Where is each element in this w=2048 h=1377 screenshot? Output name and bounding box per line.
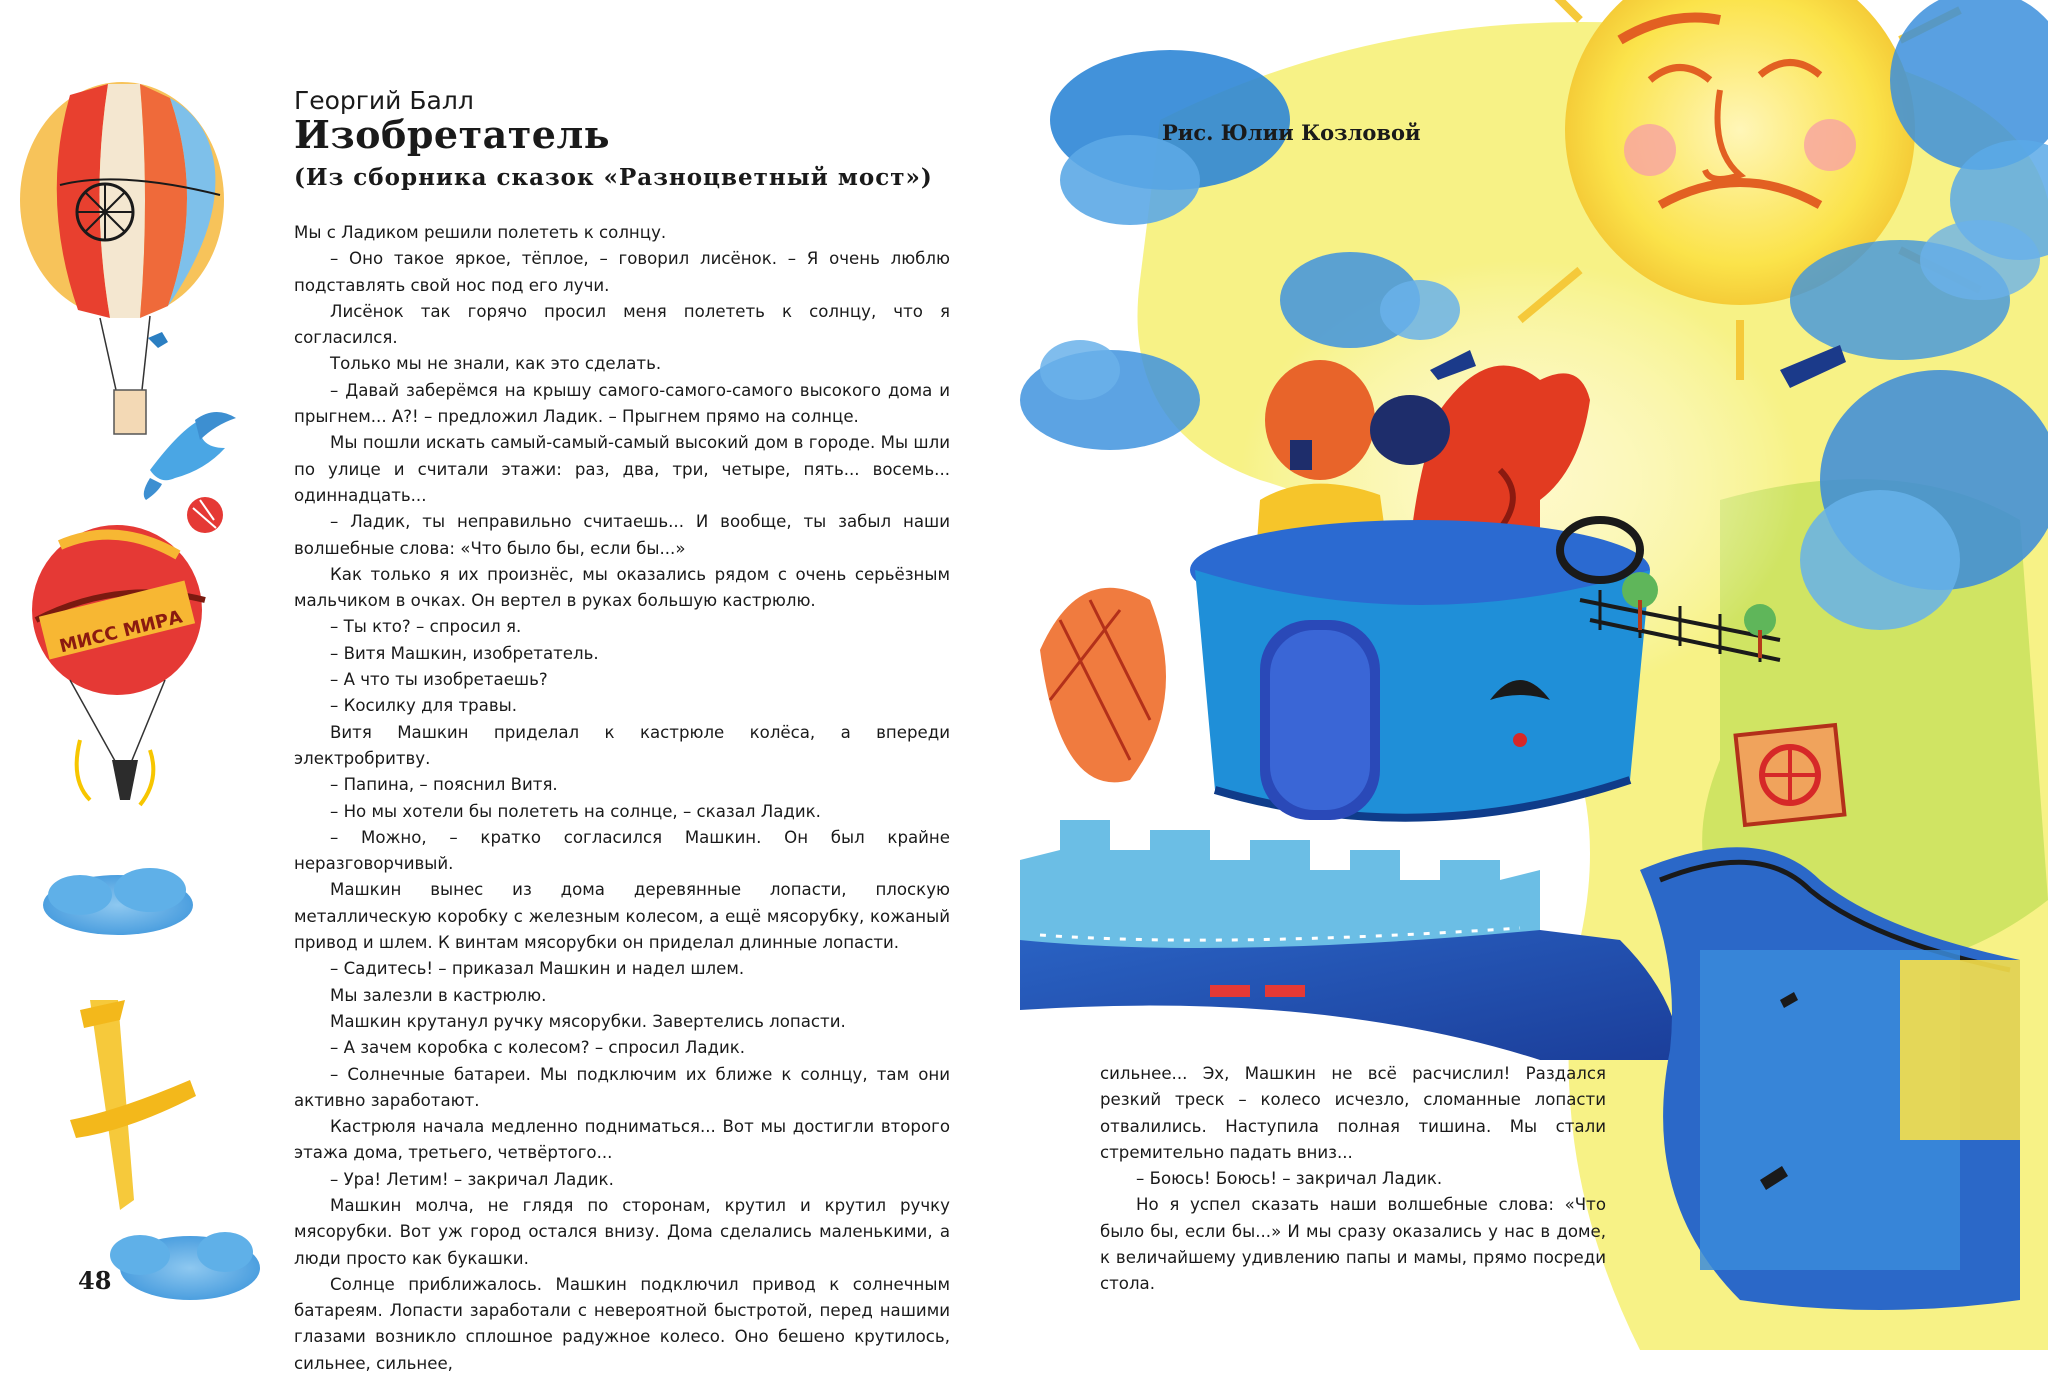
paragraph: Машкин вынес из дома деревянные лопасти, плоскую металлическую коробку с железным колесом, а ещё мясорубку, кожаный привод и шлем. К винтам мясорубки он приделал длинные лопасти.	[294, 880, 950, 953]
author-name: Георгий Балл	[294, 86, 474, 115]
story-title: Изобретатель	[294, 112, 611, 157]
paragraph: – Но мы хотели бы полететь на солнце, – сказал Ладик.	[330, 801, 821, 821]
city-skyline-icon	[1020, 820, 1680, 1060]
story-text-right-column	[1100, 1061, 1606, 1298]
cloud-icon	[43, 868, 193, 935]
paragraph: Как только я их произнёс, мы оказались рядом с очень серьёзным мальчиком в очках. Он вертел в руках большую кастрюлю.	[294, 564, 950, 611]
paragraph: Солнце приближалось. Машкин подключил привод к солнечным батареям. Лопасти заработали с невероятной быстротой, перед нашими глазами возникло сплошное радужное колесо. Оно бешено крутилось, сильнее, сильнее,	[294, 1274, 950, 1373]
red-balloon-icon	[32, 525, 205, 805]
paragraph: Машкин молча, не глядя по сторонам, крутил и крутил ручку мясорубки. Вот уж город остался внизу. Дома сделались маленькими, а люди просто как букашки.	[294, 1195, 950, 1268]
paragraph: Кастрюля начала медленно подниматься... Вот мы достигли второго этажа дома, третьего, четвёртого...	[294, 1117, 950, 1163]
paragraph: – Давай заберёмся на крышу самого-самого-самого высокого дома и прыгнем... А?! – предложил Ладик. – Прыгнем прямо на солнце.	[294, 380, 950, 427]
bird-icon	[144, 412, 236, 533]
paragraph: – Ладик, ты неправильно считаешь... И вообще, ты забыл наши волшебные слова: «Что было бы, если бы...»	[294, 512, 950, 558]
paragraph: Мы с Ладиком решили полететь к солнцу.	[294, 223, 667, 242]
paragraph: – Ура! Летим! – закричал Ладик.	[330, 1169, 614, 1189]
flying-pot-icon	[1190, 520, 1650, 820]
paragraph: Но я успел сказать наши волшебные слова: «Что было бы, если бы...» И мы сразу оказались у нас в доме, к величайшему удивлению папы и мамы, прямо посреди стола.	[1100, 1195, 1606, 1294]
paragraph: – Косилку для травы.	[330, 696, 517, 716]
paragraph: Мы залезли в кастрюлю.	[330, 985, 547, 1005]
paragraph: сильнее... Эх, Машкин не всё расчислил! Раздался резкий треск – колесо исчезло, сломанные лопасти отвалились. Наступила полная тишина. Мы стали стремительно падать вниз...	[1100, 1064, 1606, 1162]
paragraph: – Можно, – кратко согласился Машкин. Он был крайне неразговорчивый.	[294, 827, 950, 874]
story-text-left-column	[294, 220, 950, 1377]
page-number: 48	[78, 1266, 112, 1295]
left-margin-illustrations	[0, 0, 270, 1350]
airplane-icon	[70, 1000, 196, 1210]
paragraph: – Солнечные батареи. Мы подключим их ближе к солнцу, там они активно заработают.	[294, 1064, 950, 1110]
paragraph: – Витя Машкин, изобретатель.	[330, 643, 599, 663]
paragraph: – Папина, – пояснил Витя.	[330, 775, 558, 795]
paragraph: – Садитесь! – приказал Машкин и надел шлем.	[330, 959, 745, 979]
paragraph: – Оно такое яркое, тёплое, – говорил лисёнок. – Я очень люблю подставлять свой нос под его лучи.	[294, 249, 950, 295]
paragraph: – Ты кто? – спросил я.	[330, 617, 522, 637]
illustrator-credit: Рис. Юлии Козловой	[1162, 120, 1421, 145]
solar-battery-box-icon	[1736, 725, 1845, 825]
string-bag-icon	[1040, 588, 1166, 783]
striped-balloon-icon	[20, 82, 224, 434]
paragraph: – Боюсь! Боюсь! – закричал Ладик.	[1136, 1169, 1443, 1189]
paragraph: Только мы не знали, как это сделать.	[330, 354, 662, 374]
cloud-icon	[110, 1232, 260, 1300]
paragraph: – А что ты изобретаешь?	[330, 670, 548, 690]
paragraph: Мы пошли искать самый-самый-самый высокий дом в городе. Мы шли по улице и считали этажи: раз, два, три, четыре, пять... восемь... одиннадцать...	[294, 433, 950, 505]
boy-with-goggles-icon	[1370, 395, 1450, 465]
story-subtitle: (Из сборника сказок «Разноцветный мост»)	[294, 164, 933, 191]
paragraph: Лисёнок так горячо просил меня полететь к солнцу, что я согласился.	[294, 301, 950, 348]
paragraph: Витя Машкин приделал к кастрюле колёса, а впереди электробритву.	[294, 722, 950, 768]
paragraph: – А зачем коробка с колесом? – спросил Ладик.	[330, 1038, 746, 1058]
balloon-banner-text: МИСС МИРА	[57, 606, 185, 658]
paragraph: Машкин крутанул ручку мясорубки. Завертелись лопасти.	[330, 1011, 846, 1031]
